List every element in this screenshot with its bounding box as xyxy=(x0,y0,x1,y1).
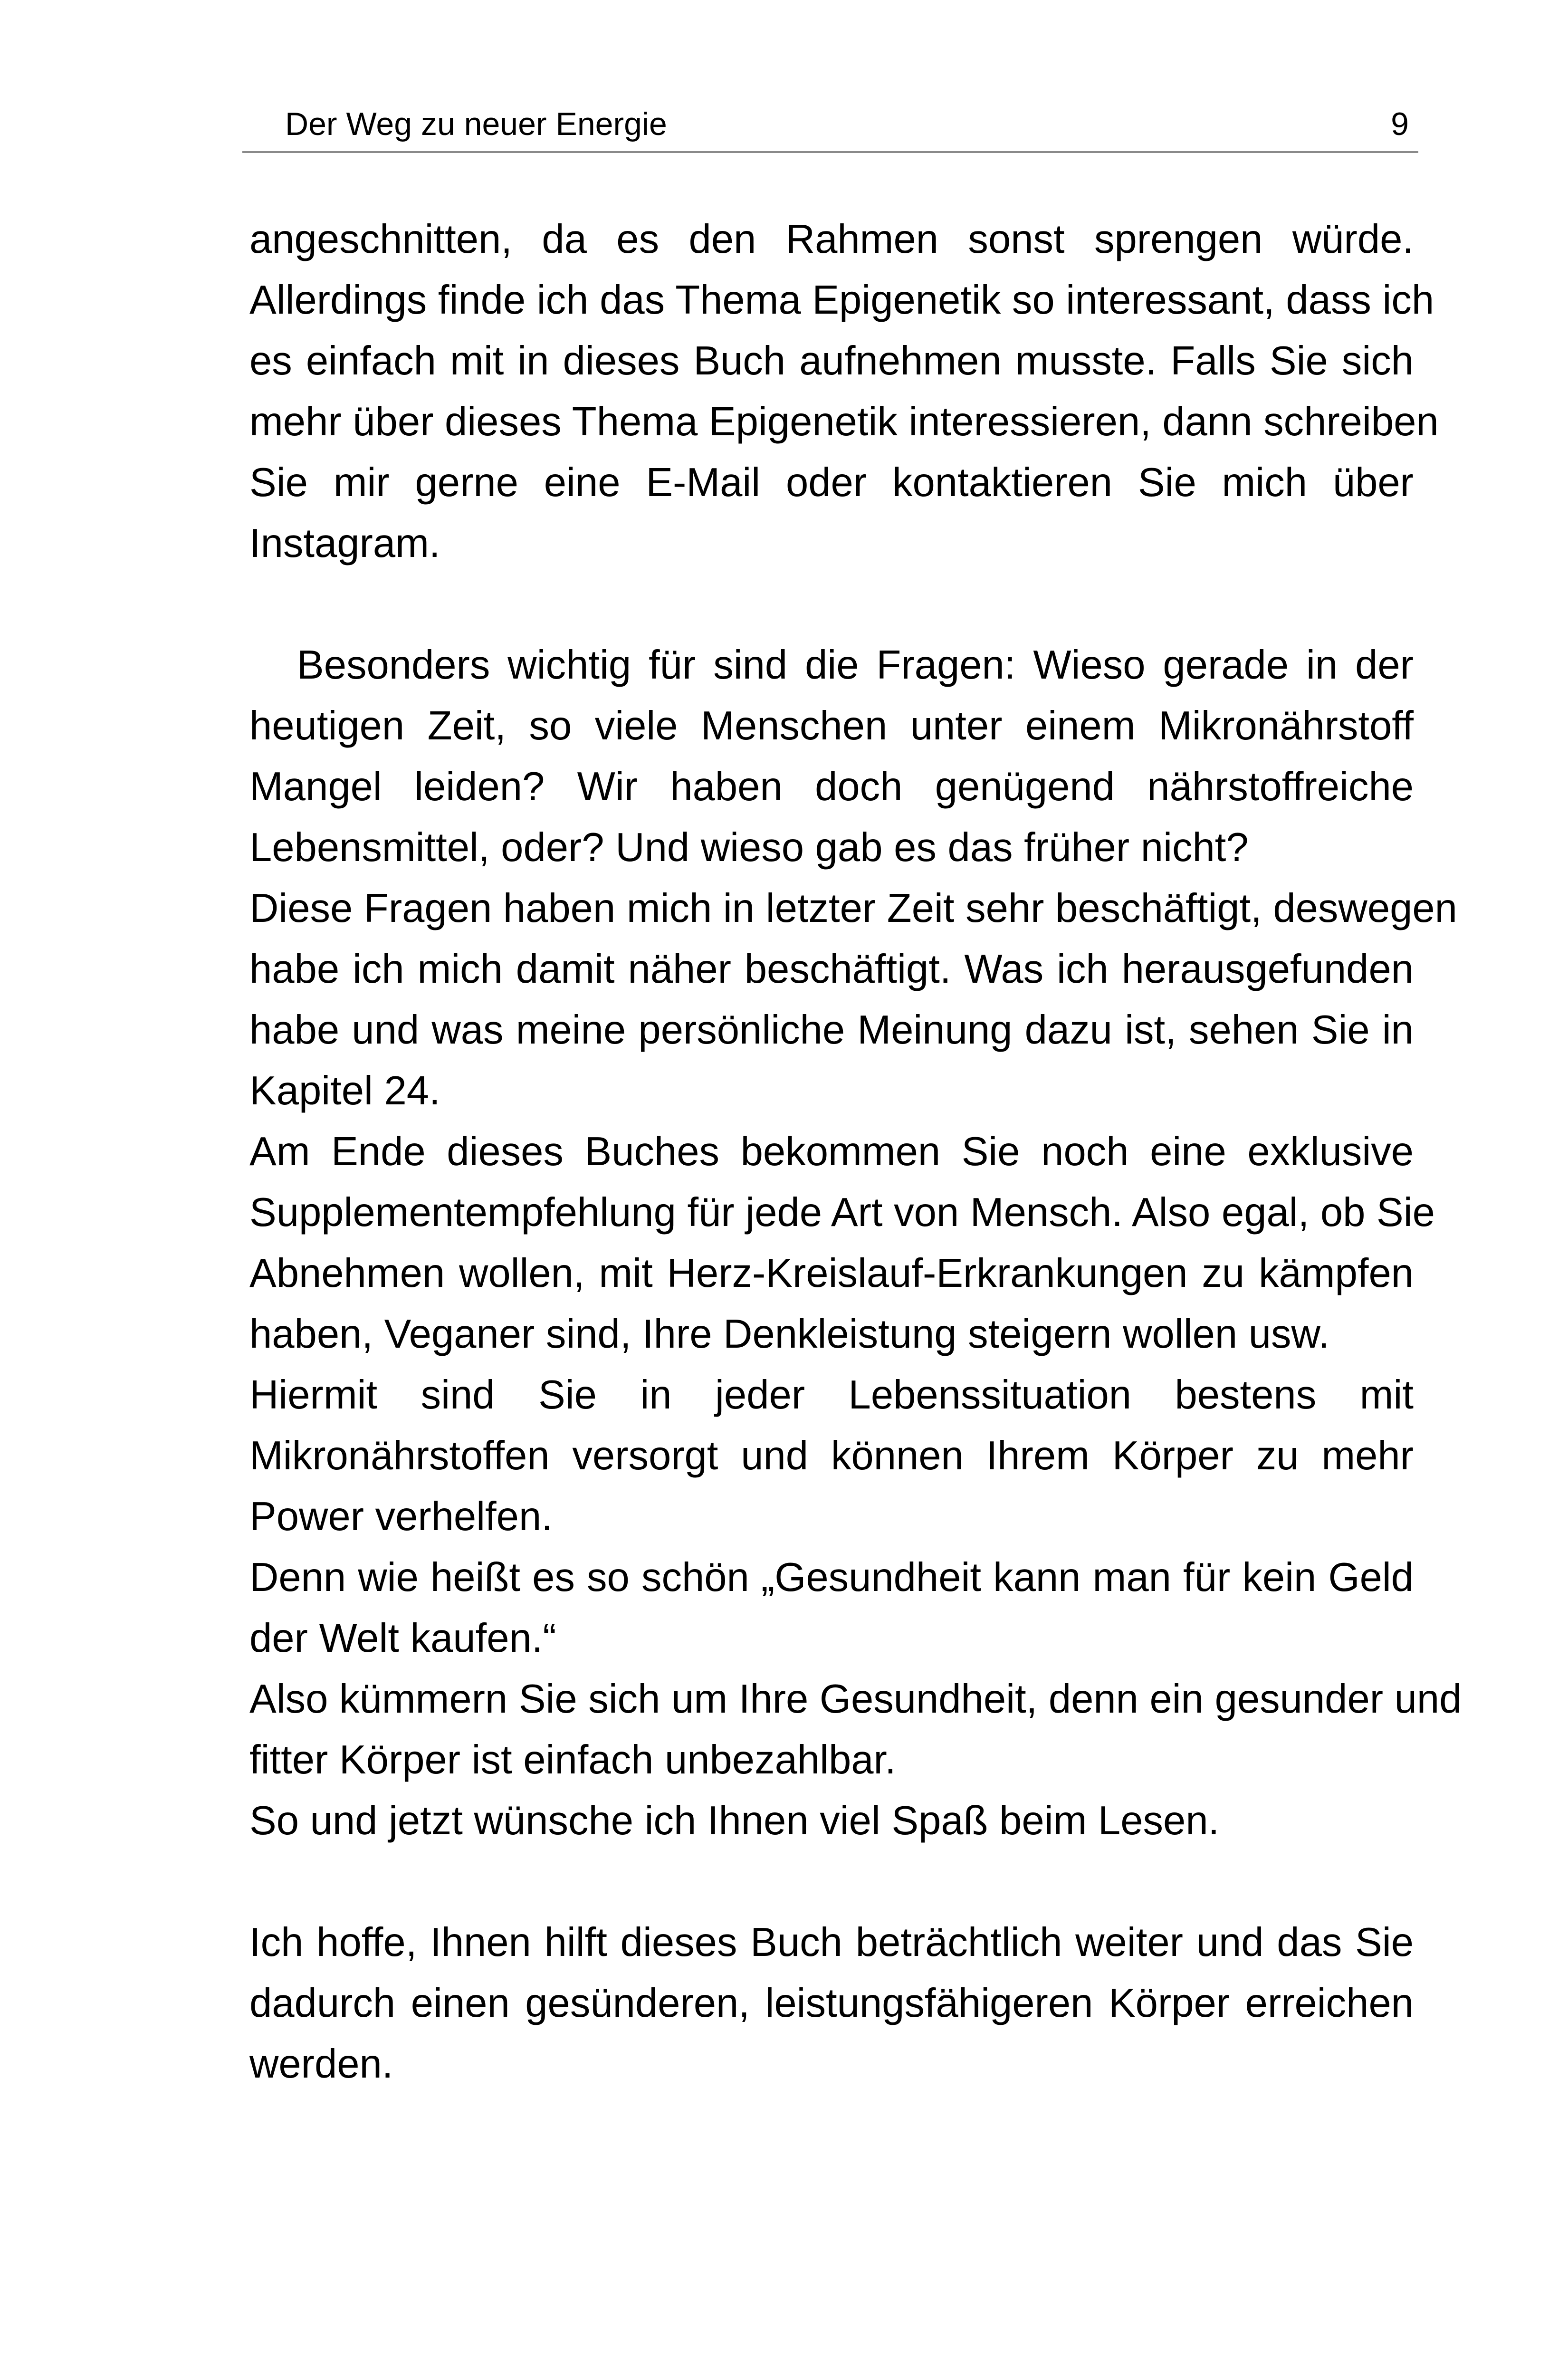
text-line: habe und was meine persönliche Meinung dazu ist, sehen Sie in xyxy=(249,1007,1414,1053)
text-line: dadurch einen gesünderen, leistungsfähigeren Körper erreichen xyxy=(249,1981,1414,2026)
text-line: Allerdings finde ich das Thema Epigenetik so interessant, dass ich xyxy=(249,278,1434,323)
body-text xyxy=(249,209,1462,2095)
text-line: es einfach mit in dieses Buch aufnehmen musste. Falls Sie sich xyxy=(249,338,1414,383)
paragraph xyxy=(249,1121,1435,1365)
text-line: Am Ende dieses Buches bekommen Sie noch eine exklusive xyxy=(249,1129,1414,1174)
paragraph xyxy=(249,1547,1414,1669)
running-header xyxy=(242,95,1418,153)
text-line: habe ich mich damit näher beschäftigt. Was ich herausgefunden xyxy=(249,947,1414,992)
text-line: mehr über dieses Thema Epigenetik interessieren, dann schreiben xyxy=(249,399,1439,444)
paragraph xyxy=(249,878,1457,1121)
text-line: Besonders wichtig für sind die Fragen: Wieso gerade in der xyxy=(297,642,1414,688)
text-line: Kapitel 24. xyxy=(249,1068,440,1113)
text-line: Mangel leiden? Wir haben doch genügend nährstoffreiche xyxy=(249,764,1414,809)
text-line: Instagram. xyxy=(249,521,440,566)
text-line: Sie mir gerne eine E-Mail oder kontaktieren Sie mich über xyxy=(249,460,1414,505)
text-line: der Welt kaufen.“ xyxy=(249,1616,556,1661)
text-line: Power verhelfen. xyxy=(249,1494,553,1539)
text-line: heutigen Zeit, so viele Menschen unter einem Mikronährstoff xyxy=(249,703,1414,748)
text-line: Supplementempfehlung für jede Art von Mensch. Also egal, ob Sie xyxy=(249,1190,1435,1235)
text-line: werden. xyxy=(249,2041,393,2087)
text-line: angeschnitten, da es den Rahmen sonst sprengen würde. xyxy=(249,217,1414,262)
paragraph-gap xyxy=(249,1851,1414,1912)
text-line: Also kümmern Sie sich um Ihre Gesundheit, denn ein gesunder und xyxy=(249,1677,1462,1722)
text-line: So und jetzt wünsche ich Ihnen viel Spaß beim Lesen. xyxy=(249,1798,1220,1843)
paragraph xyxy=(249,1365,1414,1547)
paragraph-gap xyxy=(249,574,1414,635)
paragraph xyxy=(249,1669,1462,1791)
text-line: Ich hoffe, Ihnen hilft dieses Buch beträchtlich weiter und das Sie xyxy=(249,1920,1414,1965)
page-number: 9 xyxy=(1391,106,1409,142)
text-line: fitter Körper ist einfach unbezahlbar. xyxy=(249,1737,896,1782)
paragraph xyxy=(249,1912,1414,2095)
paragraph xyxy=(249,635,1414,878)
paragraph xyxy=(249,209,1439,574)
text-line: Mikronährstoffen versorgt und können Ihrem Körper zu mehr xyxy=(249,1433,1414,1478)
paragraph xyxy=(249,1791,1414,1851)
text-line: Diese Fragen haben mich in letzter Zeit sehr beschäftigt, deswegen xyxy=(249,886,1457,931)
text-line: Denn wie heißt es so schön „Gesundheit kann man für kein Geld xyxy=(249,1555,1414,1600)
running-header-title: Der Weg zu neuer Energie xyxy=(285,106,667,142)
text-line: Hiermit sind Sie in jeder Lebenssituation bestens mit xyxy=(249,1372,1414,1418)
text-line: haben, Veganer sind, Ihre Denkleistung steigern wollen usw. xyxy=(249,1312,1329,1357)
text-line: Abnehmen wollen, mit Herz-Kreislauf-Erkrankungen zu kämpfen xyxy=(249,1251,1414,1296)
text-line: Lebensmittel, oder? Und wieso gab es das früher nicht? xyxy=(249,825,1249,870)
